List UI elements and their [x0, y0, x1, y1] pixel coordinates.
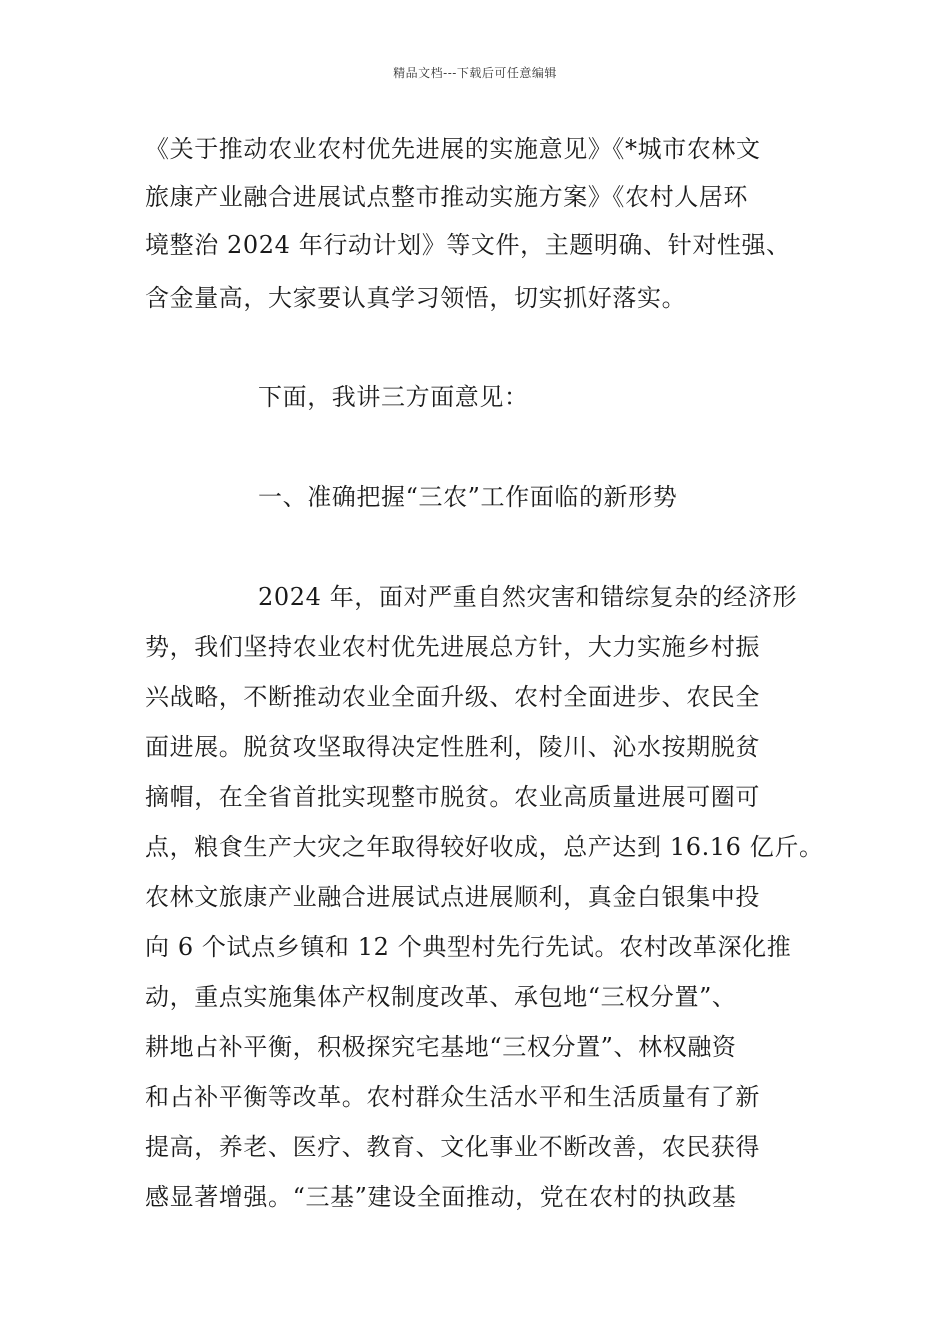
lead-sentence: 下面，我讲三方面意见：: [258, 383, 529, 411]
paragraph-line: 提高，养老、医疗、教育、文化事业不断改善，农民获得: [145, 1133, 760, 1161]
paragraph-line: 耕地占补平衡，积极探究宅基地“三权分置”、林权融资: [145, 1033, 737, 1061]
paragraph-line: 面进展。脱贫攻坚取得决定性胜利，陵川、沁水按期脱贫: [145, 733, 760, 761]
section-heading: 一、准确把握“三农”工作面临的新形势: [258, 483, 678, 511]
paragraph-line: 动，重点实施集体产权制度改革、承包地“三权分置”、: [145, 983, 737, 1011]
paragraph-line: 向 6 个试点乡镇和 12 个典型村先行先试。农村改革深化推: [145, 933, 792, 961]
paragraph-line: 旅康产业融合进展试点整市推动实施方案》《农村人居环: [145, 183, 748, 211]
paragraph-line: 《关于推动农业农村优先进展的实施意见》《*城市农林文: [145, 135, 761, 163]
paragraph-line: 势，我们坚持农业农村优先进展总方针，大力实施乡村振: [145, 633, 760, 661]
paragraph-line: 感显著增强。“三基”建设全面推动，党在农村的执政基: [145, 1183, 737, 1211]
header-note: 精品文档---下载后可任意编辑: [393, 66, 557, 80]
paragraph-line: 境整治 2024 年行动计划》等文件，主题明确、针对性强、: [145, 231, 791, 259]
paragraph-line: 摘帽，在全省首批实现整市脱贫。农业高质量进展可圈可: [145, 783, 760, 811]
paragraph-line: 含金量高，大家要认真学习领悟，切实抓好落实。: [145, 284, 687, 312]
paragraph-line: 2024 年，面对严重自然灾害和错综复杂的经济形: [258, 583, 798, 611]
paragraph-line: 点，粮食生产大灾之年取得较好收成，总产达到 16.16 亿斤。: [145, 833, 824, 861]
paragraph-line: 农林文旅康产业融合进展试点进展顺利，真金白银集中投: [145, 883, 760, 911]
paragraph-line: 兴战略，不断推动农业全面升级、农村全面进步、农民全: [145, 683, 760, 711]
paragraph-line: 和占补平衡等改革。农村群众生活水平和生活质量有了新: [145, 1083, 760, 1111]
